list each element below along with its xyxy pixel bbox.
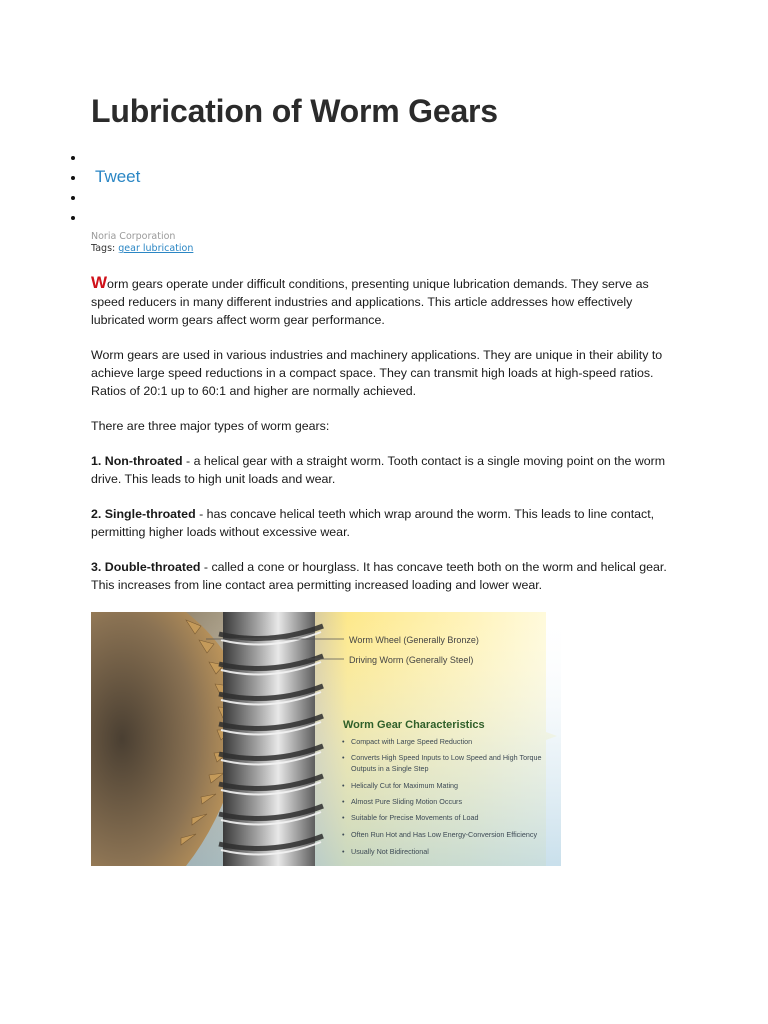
callout-wheel: Worm Wheel (Generally Bronze) xyxy=(349,635,479,645)
characteristic-item: Usually Not Bidirectional xyxy=(351,847,429,856)
bullet-icon xyxy=(71,156,75,160)
type-desc: - a helical gear with a straight worm. Tooth contact is a single moving point on the worm drive. This leads to high unit loads and wear. xyxy=(91,454,666,486)
paragraph-text: orm gears operate under difficult conditions, presenting unique lubrication demands. They serve as speed reducers in many different industries and applications. This article addresses how effectively lubricated worm gears affect worm gear performance. xyxy=(91,277,649,327)
bullet-dot: • xyxy=(342,781,345,790)
characteristic-item: Outputs in a Single Step xyxy=(351,764,429,773)
article-body xyxy=(91,274,685,611)
bullet-icon xyxy=(71,176,75,180)
bullet-dot: • xyxy=(342,797,345,806)
type-name: 2. Single-throated xyxy=(91,507,196,521)
author: Noria Corporation xyxy=(91,231,176,242)
paragraph xyxy=(91,274,685,329)
bullet-dot: • xyxy=(342,753,345,762)
characteristic-item: Converts High Speed Inputs to Low Speed and High Torque xyxy=(351,753,542,762)
tag-link[interactable]: gear lubrication xyxy=(118,243,194,254)
type-name: 1. Non-throated xyxy=(91,454,183,468)
type-item xyxy=(91,452,685,488)
type-item xyxy=(91,558,685,594)
paragraph: There are three major types of worm gears: xyxy=(91,419,330,433)
tags-label: Tags: xyxy=(91,243,116,254)
callout-worm: Driving Worm (Generally Steel) xyxy=(349,655,474,665)
paragraph: Worm gears are used in various industries and machinery applications. They are unique in their ability to achieve large speed reductions in a compact space. They can transmit high loads at high-speed ratios. Ratios of 20:1 up to 60:1 and higher are normally achieved. xyxy=(91,348,663,398)
type-desc: - has concave helical teeth which wrap around the worm. This leads to line contact, permitting higher loads without excessive wear. xyxy=(91,507,655,539)
worm-gear-figure xyxy=(91,612,561,866)
bullet-dot: • xyxy=(342,813,345,822)
dropcap: W xyxy=(91,273,108,292)
bullet-dot: • xyxy=(342,737,345,746)
bullet-dot: • xyxy=(342,847,345,856)
type-desc: - called a cone or hourglass. It has concave teeth both on the worm and helical gear. This increases from line contact area permitting increased loading and lower wear. xyxy=(91,560,667,592)
page-title: Lubrication of Worm Gears xyxy=(91,93,498,129)
characteristic-item: Suitable for Precise Movements of Load xyxy=(351,813,479,822)
worm-gear-illustration xyxy=(91,612,561,866)
tweet-button[interactable]: Tweet xyxy=(95,167,141,186)
characteristic-item: Often Run Hot and Has Low Energy-Conversion Efficiency xyxy=(351,830,538,839)
characteristic-item: Almost Pure Sliding Motion Occurs xyxy=(351,797,463,806)
bullet-dot: • xyxy=(342,830,345,839)
characteristic-item: Helically Cut for Maximum Mating xyxy=(351,781,459,790)
bullet-icon xyxy=(71,216,75,220)
type-name: 3. Double-throated xyxy=(91,560,201,574)
bullet-icon xyxy=(71,196,75,200)
characteristic-item: Compact with Large Speed Reduction xyxy=(351,737,473,746)
article-meta xyxy=(91,231,193,255)
tags-line xyxy=(91,243,193,255)
type-item xyxy=(91,505,685,541)
figure-heading: Worm Gear Characteristics xyxy=(343,719,485,731)
